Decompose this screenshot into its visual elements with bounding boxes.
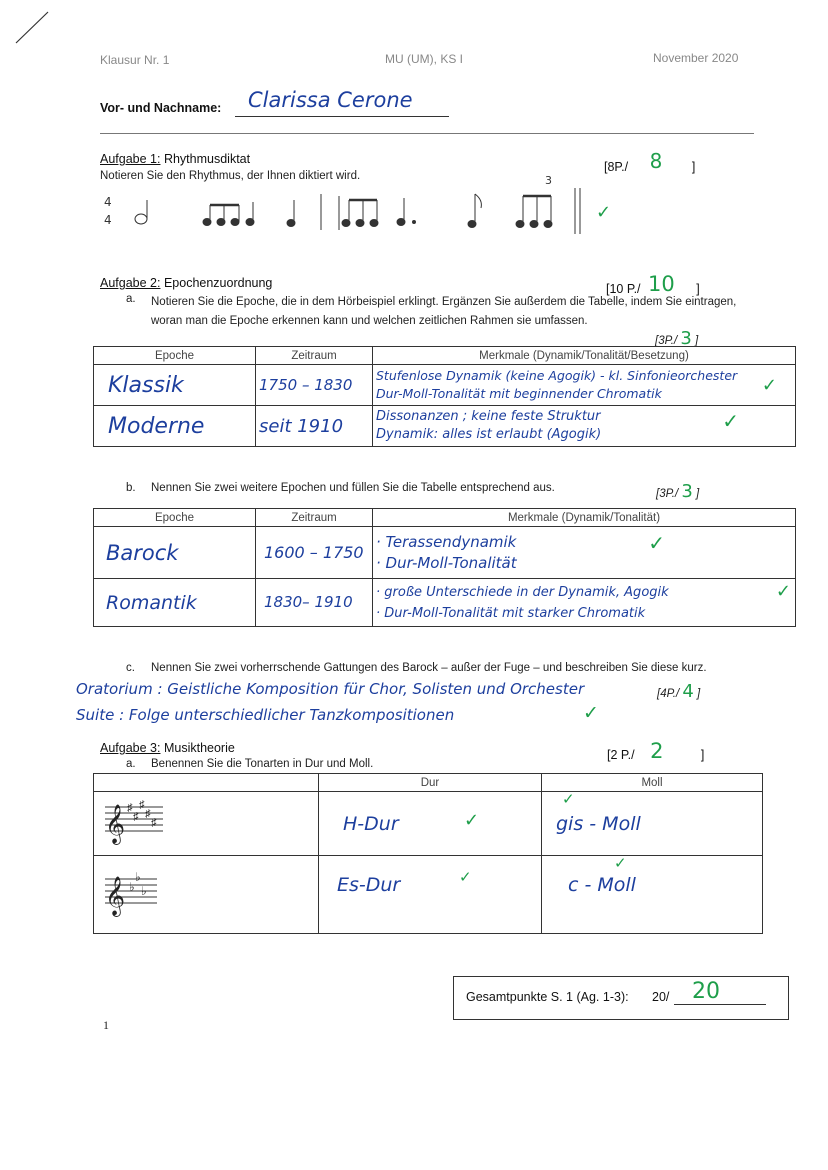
task2c-answer1: Oratorium : Geistliche Komposition für Chor, Solisten und Orchester	[76, 680, 585, 698]
svg-text:♭: ♭	[135, 870, 141, 884]
task2c-answer2: Suite : Folge unterschiedlicher Tanzkompositionen	[76, 706, 455, 724]
svg-text:♯: ♯	[145, 808, 151, 820]
task2a-points: [3P./ 3 ]	[655, 328, 699, 349]
corner-stroke	[14, 10, 54, 46]
task3a-text: Benennen Sie die Tonarten in Dur und Moll.	[151, 758, 374, 770]
epoche-cell: Barock	[94, 527, 256, 579]
check-icon: ✓	[761, 375, 777, 396]
total-box	[453, 976, 789, 1020]
epoche-cell: Klassik	[94, 365, 256, 406]
zeitraum-cell: 1830– 1910	[256, 579, 373, 627]
col-zeitraum: Zeitraum	[256, 347, 373, 365]
task1-points: [8P./ 8 ]	[604, 149, 696, 174]
svg-text:♯: ♯	[139, 799, 145, 811]
svg-text:♭: ♭	[129, 880, 135, 894]
task2b-points: [3P./ 3 ]	[656, 481, 700, 502]
svg-text:𝄞: 𝄞	[105, 876, 126, 916]
student-name: Clarissa Cerone	[248, 88, 413, 112]
zeitraum-cell: seit 1910	[256, 406, 373, 447]
table-row	[94, 856, 763, 934]
task3-points: [2 P./ 2 ]	[607, 739, 705, 763]
col-epoche: Epoche	[94, 509, 256, 527]
page-number: 1	[103, 1018, 109, 1032]
task1-instruction: Notieren Sie den Rhythmus, der Ihnen diktiert wird.	[100, 170, 361, 182]
table-row	[94, 527, 796, 579]
rhythm-notation	[96, 172, 636, 242]
total-max: 20/	[652, 990, 670, 1004]
task2b-marker: b.	[126, 482, 136, 494]
separator-line	[100, 133, 754, 134]
header-center: MU (UM), KS I	[385, 52, 463, 66]
task3-title: Aufgabe 3: Musiktheorie	[100, 741, 235, 755]
col-zeitraum: Zeitraum	[256, 509, 373, 527]
task2b-text: Nennen Sie zwei weitere Epochen und füllen Sie die Tabelle entsprechend aus.	[151, 482, 555, 494]
check-icon: ✓	[464, 810, 480, 831]
svg-text:𝄞: 𝄞	[105, 804, 126, 844]
epoche-cell: Romantik	[94, 579, 256, 627]
total-value: 20	[692, 979, 720, 1004]
check-icon: ✓	[775, 581, 791, 602]
col-dur: Dur	[319, 774, 542, 792]
table-row	[94, 579, 796, 627]
merkmale-cell: · große Unterschiede in der Dynamik, Agogik · Dur-Moll-Tonalität mit starker Chromatik ✓	[373, 579, 796, 627]
task2c-text: Nennen Sie zwei vorherrschende Gattungen des Barock – außer der Fuge – und beschreiben Sie diese kurz.	[151, 662, 707, 674]
header-right: November 2020	[653, 51, 739, 65]
key-signature-table	[93, 773, 763, 934]
task1-title: Aufgabe 1: Rhythmusdiktat	[100, 152, 251, 166]
col-epoche: Epoche	[94, 347, 256, 365]
task2-title: Aufgabe 2: Epochenzuordnung	[100, 276, 273, 290]
col-moll: Moll	[542, 774, 763, 792]
total-label: Gesamtpunkte S. 1 (Ag. 1-3):	[466, 990, 629, 1004]
check-icon: ✓	[648, 531, 665, 555]
check-icon: ✓	[614, 854, 627, 872]
epoche-cell: Moderne	[94, 406, 256, 447]
merkmale-cell: Dissonanzen ; keine feste Struktur Dynamik: alles ist erlaubt (Agogik) ✓	[373, 406, 796, 447]
table-row	[94, 365, 796, 406]
staff-cell	[94, 856, 319, 934]
dur-cell: H-Dur ✓	[319, 792, 542, 856]
table-row	[94, 406, 796, 447]
time-sig-bottom: 4	[104, 213, 112, 227]
moll-cell: c - Moll ✓	[542, 856, 763, 934]
dur-cell: Es-Dur ✓	[319, 856, 542, 934]
name-underline	[235, 116, 449, 117]
staff-cell	[94, 792, 319, 856]
check-icon: ✓	[583, 702, 599, 724]
header-left: Klausur Nr. 1	[100, 53, 170, 67]
triplet-mark: 3	[545, 174, 552, 187]
table-row	[94, 792, 763, 856]
name-label: Vor- und Nachname:	[100, 101, 222, 115]
col-merkmale: Merkmale (Dynamik/Tonalität)	[373, 509, 796, 527]
svg-text:♯: ♯	[151, 817, 157, 829]
check-icon: ✓	[722, 409, 739, 433]
moll-cell: gis - Moll ✓	[542, 792, 763, 856]
task2a-marker: a.	[126, 293, 136, 305]
zeitraum-cell: 1750 – 1830	[256, 365, 373, 406]
task2c-points: [4P./ 4 ]	[657, 681, 701, 702]
task2-points: [10 P./ 10 ]	[606, 272, 700, 296]
task2a-text: Notieren Sie die Epoche, die in dem Hörbeispiel erklingt. Ergänzen Sie außerdem die Tabelle, indem Sie eintragen, woran man die Epoche erkennen kann und welchen zeitlichen Rahmen sie umfassen.	[151, 296, 737, 327]
epoch-table-b	[93, 508, 796, 627]
svg-text:♭: ♭	[141, 884, 147, 898]
col-merkmale: Merkmale (Dynamik/Tonalität/Besetzung)	[373, 347, 796, 365]
task3a-marker: a.	[126, 758, 136, 770]
merkmale-cell: · Terassendynamik · Dur-Moll-Tonalität ✓	[373, 527, 796, 579]
check-icon: ✓	[459, 868, 472, 886]
zeitraum-cell: 1600 – 1750	[256, 527, 373, 579]
task2c-marker: c.	[126, 662, 135, 674]
treble-clef-flats-icon	[97, 861, 167, 923]
svg-text:♯: ♯	[127, 802, 133, 814]
treble-clef-sharps-icon	[97, 793, 167, 849]
task1-check: ✓	[596, 202, 612, 223]
check-icon: ✓	[562, 790, 575, 808]
col-staff	[94, 774, 319, 792]
time-sig-top: 4	[104, 195, 112, 209]
merkmale-cell: Stufenlose Dynamik (keine Agogik) - kl. Sinfonieorchester Dur-Moll-Tonalität mit beginnender Chromatik ✓	[373, 365, 796, 406]
svg-text:♯: ♯	[133, 811, 139, 823]
total-underline	[674, 1004, 766, 1005]
epoch-table-a	[93, 346, 796, 447]
